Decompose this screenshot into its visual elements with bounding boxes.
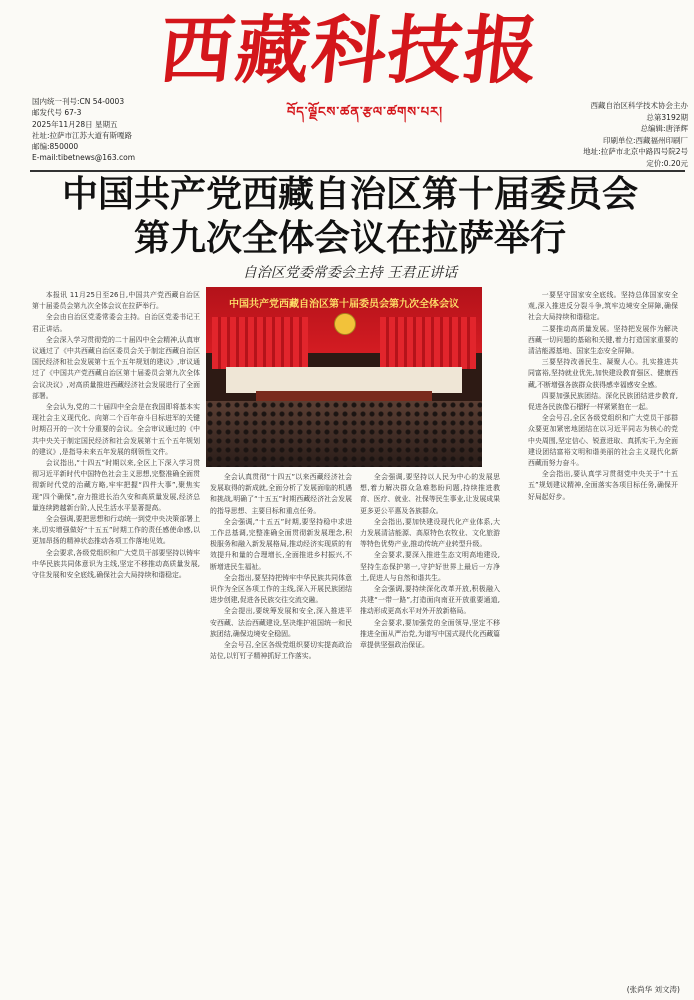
- info-line: 邮编:850000: [32, 142, 79, 152]
- main-headline: [20, 172, 680, 260]
- paragraph: 全会指出,要加快建设现代化产业体系,大力发展清洁能源、高原特色农牧业、文化旅游等特色优势产业,推动传统产业转型升级。: [360, 517, 500, 549]
- paragraph: 全会强调,“十五五”时期,要坚持稳中求进工作总基调,完整准确全面贯彻新发展理念,积极服务和融入新发展格局,推动经济实现质的有效提升和量的合理增长,全面推进乡村振兴,不断增进民生福祉。: [210, 517, 352, 571]
- paragraph: 全会强调,要持续深化改革开放,积极融入共建“一带一路”,打造面向南亚开放重要通道,推动形成更高水平对外开放新格局。: [360, 585, 500, 616]
- paragraph: 本报讯 11月25日至26日,中国共产党西藏自治区第十届委员会第九次全体会议在拉萨举行。: [32, 291, 200, 311]
- masthead: [0, 0, 694, 168]
- info-line: 地址:拉萨市北京中路四号院2号: [583, 147, 688, 156]
- paragraph: 全会由自治区党委常委会主持。自治区党委书记王君正讲话。: [32, 313, 200, 333]
- info-line: 印刷单位:西藏福州印刷厂: [602, 135, 688, 145]
- paragraph: 二要推动高质量发展。坚持把发展作为解决西藏一切问题的基础和关键,着力打造国家重要的清洁能源基地、国家生态安全屏障。: [528, 324, 678, 356]
- info-line: 2025年11月28日 星期五: [32, 119, 118, 129]
- paragraph: 四要加强民族团结。深化民族团结进步教育,促进各民族像石榴籽一样紧紧抱在一起。: [528, 391, 678, 412]
- info-line: E-mail:tibetnews@163.com: [32, 153, 136, 163]
- presidium-stage: [226, 367, 462, 393]
- paragraph: 一要坚守国家安全底线。坚持总体国家安全观,深入推进反分裂斗争,筑牢边境安全屏障,确保社会大局持续和谐稳定。: [528, 291, 678, 322]
- paragraph: 会议指出,“十四五”时期以来,全区上下深入学习贯彻习近平新时代中国特色社会主义思想,完整准确全面贯彻新时代党的治藏方略,牢牢把握“四件大事”,聚焦实现“四个确保”,奋力推进长治久安和高质量发展,经济总量连续跨越新台阶,人民生活水平显著提高。: [32, 459, 200, 512]
- party-emblem-icon: [334, 313, 356, 335]
- article-column-1: [32, 290, 200, 995]
- paragraph: 全会提出,要统筹发展和安全,深入推进平安西藏、法治西藏建设,坚决维护祖国统一和民族团结,确保边境安全稳固。: [210, 607, 352, 638]
- publication-info-left: [32, 96, 212, 164]
- red-flags-right: [380, 317, 476, 369]
- paragraph: 全会认真贯彻“十四五”以来西藏经济社会发展取得的新成就,全面分析了发展面临的机遇和挑战,明确了“十五五”时期西藏经济社会发展的指导思想、主要目标和重点任务。: [210, 473, 352, 515]
- audience-seats: [206, 401, 482, 467]
- paragraph: 全会号召,全区各级党组织要切实提高政治站位,以钉钉子精神抓好工作落实。: [210, 641, 352, 661]
- paragraph: 全会强调,要坚持以人民为中心的发展思想,着力解决群众急难愁盼问题,持续推进教育、医疗、就业、社保等民生事业,让发展成果更多更公平惠及各族群众。: [360, 473, 500, 515]
- headline-line-1: 中国共产党西藏自治区第十届委员会: [61, 173, 638, 215]
- info-line: 西藏自治区科学技术协会主办: [590, 101, 688, 110]
- headline-line-2: 第九次全体会议在拉萨举行: [133, 217, 566, 259]
- paragraph: 全会要求,要加强党的全面领导,坚定不移推进全面从严治党,为谱写中国式现代化西藏篇章提供坚强政治保证。: [360, 618, 500, 650]
- newspaper-logo: 西藏科技报: [155, 8, 545, 94]
- info-line: 总第3192期: [646, 112, 688, 122]
- paragraph: 全会号召,全区各级党组织和广大党员干部群众要更加紧密地团结在以习近平同志为核心的党中央周围,坚定信心、锐意进取、真抓实干,为全面建设团结富裕文明和谐美丽的社会主义现代化新西藏而努力奋斗。: [528, 414, 678, 468]
- photo-banner-text: 中国共产党西藏自治区第十届委员会第九次全体会议: [229, 299, 459, 310]
- paragraph: 全会强调,要把思想和行动统一到党中央决策部署上来,切实增强做好“十五五”时期工作的责任感使命感,以更加昂扬的精神状态推动各项工作落地见效。: [32, 515, 200, 546]
- paragraph: 全会要求,各级党组织和广大党员干部要坚持以铸牢中华民族共同体意识为主线,坚定不移推动高质量发展,守住发展和安全底线,确保社会大局持续和谐稳定。: [32, 548, 200, 580]
- paragraph: 全会深入学习贯彻党的二十届四中全会精神,认真审议通过了《中共西藏自治区委员会关于制定西藏自治区国民经济和社会发展第十五个五年规划的建议》,审议通过了《中国共产党西藏自治区第十届委员会第九次全体会议决议》,对高质量推进西藏经济社会发展进行了全面部署。: [32, 335, 200, 400]
- conference-photo: [206, 287, 482, 467]
- reporter-credit: (张尚华 刘文涛): [626, 985, 680, 994]
- article-column-4: [528, 290, 678, 995]
- speaker-dais: [256, 391, 432, 401]
- tibetan-title: བོད་ལྗོངས་ཚན་རྩལ་ཚགས་པར།: [286, 105, 444, 120]
- info-line: 邮发代号 67-3: [32, 108, 82, 118]
- info-line: 社址:拉萨市江苏大道有斯嘎路: [32, 130, 133, 140]
- paragraph: 全会指出,要认真学习贯彻党中央关于“十五五”规划建议精神,全面落实各项目标任务,确保开好局起好步。: [528, 470, 678, 501]
- red-flags-left: [212, 317, 308, 369]
- paragraph: 全会要求,要深入推进生态文明高地建设,坚持生态保护第一,守护好世界上最后一方净土,促进人与自然和谐共生。: [360, 551, 500, 582]
- paragraph: 全会指出,要坚持把铸牢中华民族共同体意识作为全区各项工作的主线,深入开展民族团结进步创建,促进各民族交往交流交融。: [210, 573, 352, 605]
- info-line: 总编辑:唐泽辉: [640, 124, 688, 133]
- subheadline: 自治区党委常委会主持 王君正讲话: [242, 265, 458, 281]
- article-column-3: [360, 472, 500, 995]
- paragraph: 全会认为,党的二十届四中全会是在我国即将基本实现社会主义现代化、向第二个百年奋斗目标进军的关键时期召开的一次十分重要的会议。全会审议通过的《中共中央关于制定国民经济和社会发展第十五个五年规划的建议》,是指导未来五年发展的纲领性文件。: [32, 403, 200, 456]
- info-line: 国内统一刊号:CN 54-0003: [32, 97, 125, 106]
- info-line: 定价:0.20元: [646, 158, 688, 168]
- article-column-2: [210, 472, 352, 995]
- publication-info-right: [552, 100, 688, 169]
- paragraph: 三要坚持改善民生、凝聚人心。扎实推进共同富裕,坚持就业优先,加快建设教育强区、健康西藏,不断增强各族群众获得感幸福感安全感。: [528, 358, 678, 389]
